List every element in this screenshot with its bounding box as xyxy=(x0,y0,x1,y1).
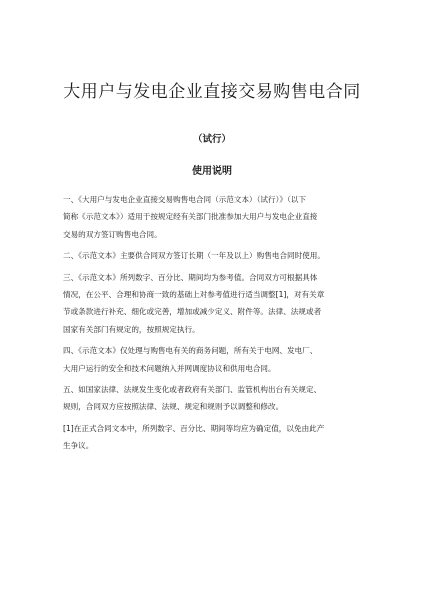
paragraph-line: 生争议。 xyxy=(63,441,94,451)
paragraph-line: 四、《示范文本》仅处理与购售电有关的商务问题，所有关于电网、发电厂、 xyxy=(63,346,318,356)
paragraph-line: 大用户运行的安全和技术问题纳入并网调度协议和供用电合同。 xyxy=(63,363,276,373)
paragraph-line: [1]在正式合同文本中，所列数字、百分比、期间等均应为确定值，以免由此产 xyxy=(63,423,325,433)
paragraph-line: 二、《示范文本》主要供合同双方签订长期（一年及以上）购售电合同时使用。 xyxy=(63,251,325,261)
paragraph-line: 节或条款进行补充、细化或完善，增加或减少定义、附件等。法律、法规或者 xyxy=(63,307,322,317)
section-heading: 使用说明 xyxy=(192,166,232,177)
paragraph-line: 情况，在公平、合理和协商一致的基础上对参考值进行适当调整[1]，对有关章 xyxy=(63,290,325,300)
document-title: 大用户与发电企业直接交易购售电合同 xyxy=(63,82,361,102)
paragraph-5 xyxy=(63,381,363,416)
paragraph-line: 交易的双方签订购售电合同。 xyxy=(63,229,162,239)
document-body xyxy=(63,191,363,459)
paragraph-line: 简称《示范文本》）适用于按规定经有关部门批准参加大用户与发电企业直接 xyxy=(63,212,318,222)
document-subtitle: （试行） xyxy=(192,134,231,145)
paragraph-line: 五、如国家法律、法规发生变化或者政府有关部门、监管机构出台有关规定、 xyxy=(63,385,322,395)
paragraph-2 xyxy=(63,247,363,264)
paragraph-line: 一、《大用户与发电企业直接交易购售电合同（示范文本）（试行）》（以下 xyxy=(63,195,306,204)
paragraph-line: 国家有关部门有规定的，按照规定执行。 xyxy=(63,324,200,334)
paragraph-1 xyxy=(63,191,363,243)
paragraph-4 xyxy=(63,342,363,377)
paragraph-line: 规则，合同双方应按照法律、法规、规定和规则予以调整和修改。 xyxy=(63,402,284,412)
paragraph-3 xyxy=(63,269,363,339)
paragraph-line: 三、《示范文本》所列数字、百分比、期间均为参考值。合同双方可根据具体 xyxy=(63,272,318,282)
footnote xyxy=(63,420,363,455)
